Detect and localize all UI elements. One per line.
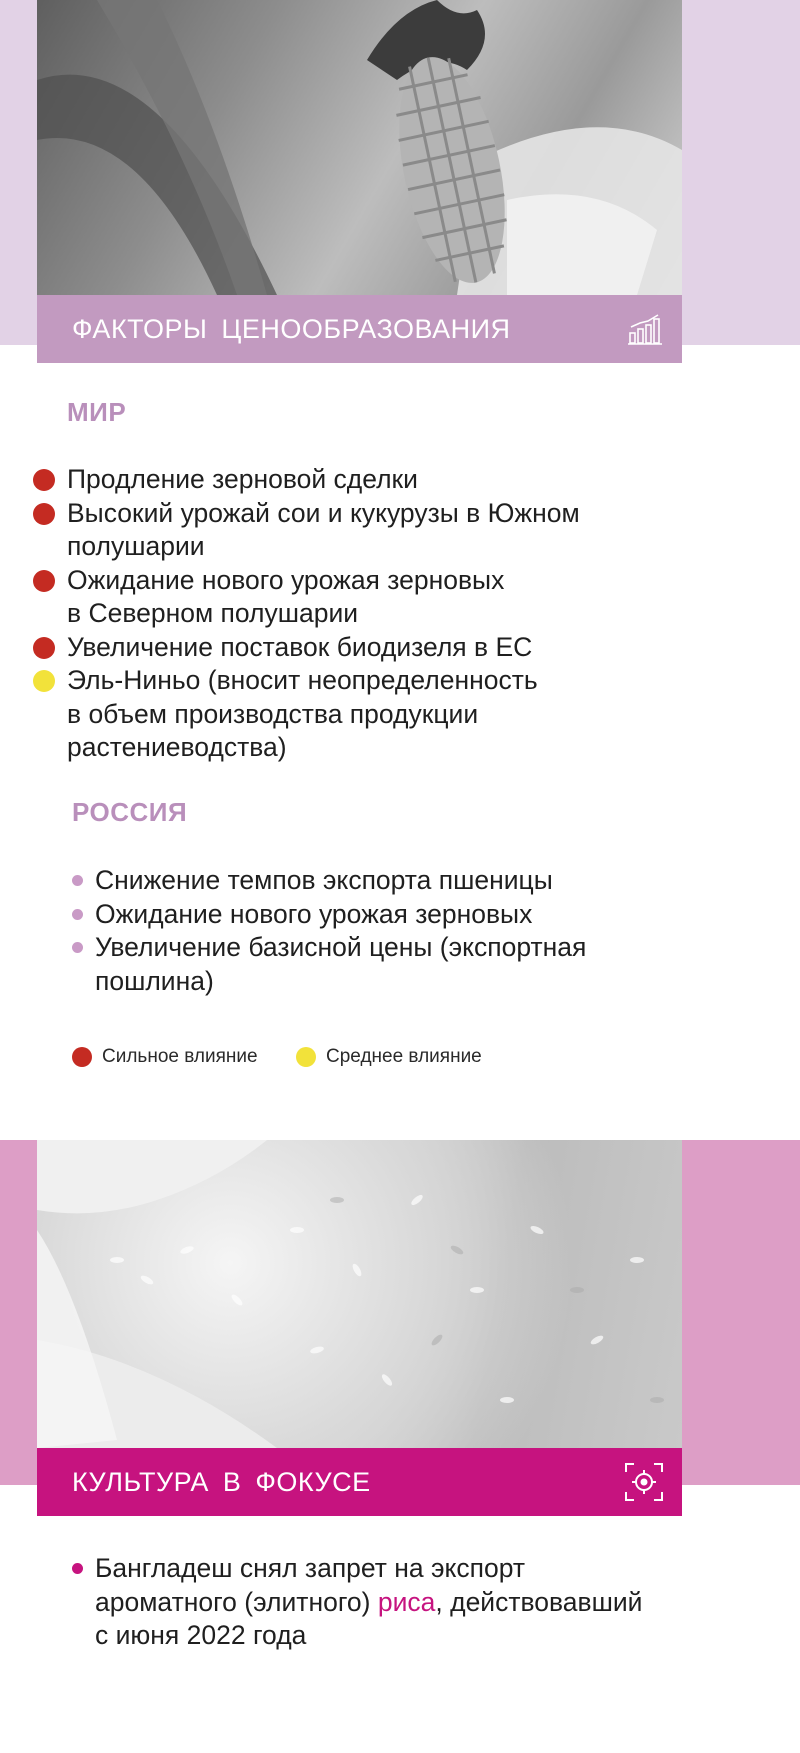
list-item: Увеличение базисной цены (экспортная пошлина)	[95, 931, 732, 998]
list-item: Ожидание нового урожая зерновых	[95, 898, 732, 932]
list-item: Снижение темпов экспорта пшеницы	[95, 864, 732, 898]
bullet-dot	[72, 875, 83, 886]
bullet-dot	[72, 1563, 83, 1574]
strong-impact-dot	[33, 637, 55, 659]
list-item: Эль-Ниньо (вносит неопределенность в объем производства продукции растениеводства)	[67, 664, 733, 765]
medium-impact-dot	[33, 670, 55, 692]
list-item: Увеличение поставок биодизеля в ЕС	[67, 631, 733, 665]
highlighted-crop: риса	[377, 1586, 436, 1617]
banner-title: ФАКТОРЫ ЦЕНООБРАЗОВАНИЯ	[72, 314, 511, 344]
strong-impact-dot	[33, 469, 55, 491]
bullet-dot	[72, 909, 83, 920]
russia-section-title: РОССИЯ	[72, 797, 188, 827]
strong-impact-dot	[72, 1047, 92, 1067]
world-section-title: МИР	[67, 397, 127, 427]
list-item: Бангладеш снял запрет на экспорт ароматного (элитного) риса, действовавший с июня 2022 года	[95, 1552, 752, 1653]
strong-impact-dot	[33, 503, 55, 525]
crop-news-list	[72, 1552, 752, 1653]
world-factors-list	[33, 463, 733, 765]
banner-title: КУЛЬТУРА В ФОКУСЕ	[72, 1467, 371, 1497]
list-item: Продление зерновой сделки	[67, 463, 733, 497]
bullet-dot	[72, 942, 83, 953]
medium-impact-dot	[296, 1047, 316, 1067]
crop-in-focus-banner	[37, 1448, 682, 1516]
growth-chart-icon	[628, 313, 662, 345]
rice-photo	[37, 1140, 682, 1448]
list-item: Ожидание нового урожая зерновых в Северном полушарии	[67, 564, 733, 631]
strong-impact-dot	[33, 570, 55, 592]
pricing-factors-banner	[37, 295, 682, 363]
corn-photo	[37, 0, 682, 295]
legend-medium: Среднее влияние	[296, 1044, 596, 1070]
focus-target-icon	[624, 1462, 664, 1502]
legend-strong: Сильное влияние	[72, 1044, 372, 1070]
list-item: Высокий урожай сои и кукурузы в Южном полушарии	[67, 497, 733, 564]
russia-factors-list	[72, 864, 732, 998]
